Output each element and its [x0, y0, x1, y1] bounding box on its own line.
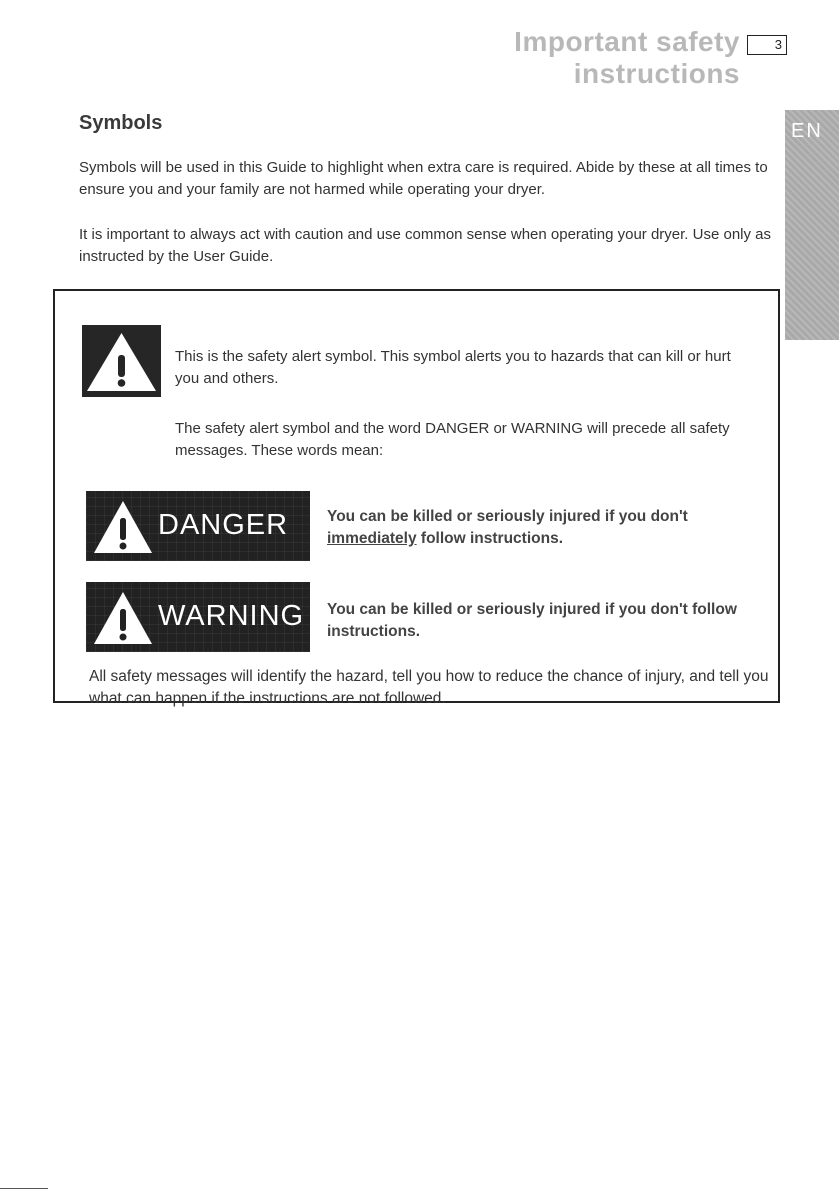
- danger-meaning-part1: You can be killed or seriously injured if you don't: [327, 508, 688, 525]
- closing-paragraph: All safety messages will identify the hazard, tell you how to reduce the chance of injury, and tell you what can happen if the instructions are not followed.: [89, 668, 769, 707]
- safety-alert-symbol: [82, 325, 161, 397]
- warning-triangle-icon: [92, 590, 154, 646]
- danger-banner: [86, 491, 310, 561]
- alert-symbol-description: This is the safety alert symbol. This symbol alerts you to hazards that can kill or hurt you and others.: [175, 348, 731, 387]
- danger-meaning-emphasis: immediately: [327, 530, 417, 547]
- danger-meaning: [327, 506, 767, 550]
- signal-words-description: The safety alert symbol and the word DANGER or WARNING will precede all safety messages. These words mean:: [175, 420, 730, 459]
- page-number: 3: [747, 35, 787, 55]
- danger-meaning-part2: follow instructions.: [420, 530, 564, 547]
- warning-triangle-icon: [92, 499, 154, 555]
- page-title: Important safety instructions: [514, 26, 740, 89]
- safety-alert-icon: [82, 325, 161, 397]
- language-tab: [785, 110, 839, 340]
- caution-paragraph: It is important to always act with caution and use common sense when operating your dryer. Use only as instructed by the User Guide.: [79, 226, 772, 265]
- language-tab-label: EN: [791, 120, 823, 142]
- section-heading: Symbols: [79, 112, 163, 134]
- warning-banner: [86, 582, 310, 652]
- intro-paragraph: Symbols will be used in this Guide to highlight when extra care is required. Abide by these at all times to ensure you and your family are not harmed while operating your dryer.: [79, 159, 768, 198]
- footer-rule: [0, 1188, 48, 1189]
- warning-meaning: You can be killed or seriously injured if you don't follow instructions.: [327, 601, 737, 640]
- warning-label: WARNING: [158, 600, 305, 632]
- danger-label: DANGER: [158, 509, 289, 541]
